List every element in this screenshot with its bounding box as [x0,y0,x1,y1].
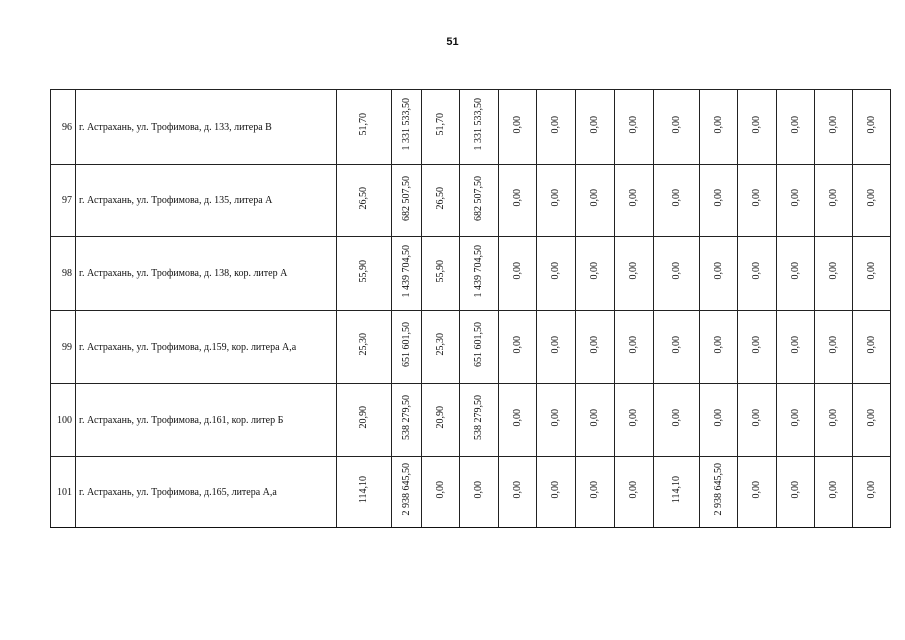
value-cell [422,311,460,384]
value-text: 0,00 [827,262,839,280]
value-text: 0,00 [550,480,561,499]
value-text: 114,10 [670,475,682,504]
value-cell [700,311,738,384]
value-cell [576,384,615,457]
value-text: 0,00 [511,408,523,427]
value-text: 0,00 [550,408,561,427]
value-text: 0,00 [827,480,839,499]
value-cell [700,90,738,165]
value-text: 0,00 [511,335,523,354]
value-cell [700,237,738,311]
value-text: 0,00 [589,408,600,427]
value-cell [337,165,392,237]
value-text: 1 439 704,50 [473,244,484,298]
value-text: 0,00 [789,262,801,280]
value-text: 20,90 [434,406,446,429]
value-cell [460,311,499,384]
value-cell [460,384,499,457]
value-cell [654,311,700,384]
value-text: 0,00 [511,262,523,280]
data-table [50,89,891,528]
value-text: 0,00 [589,115,600,134]
value-cell [392,311,422,384]
value-cell [815,90,853,165]
row-number: 100 [51,384,76,457]
value-text: 0,00 [628,335,639,354]
value-cell [815,311,853,384]
value-cell [537,237,576,311]
value-text: 0,00 [670,262,682,280]
value-text: 0,00 [511,115,523,134]
value-cell [499,237,537,311]
value-text: 0,00 [628,189,639,207]
value-cell [700,457,738,528]
value-text: 0,00 [628,480,639,499]
address-cell: г. Астрахань, ул. Трофимова, д. 133, литера В [76,90,337,165]
value-text: 0,00 [789,408,801,427]
value-cell [700,165,738,237]
value-cell [392,384,422,457]
table-row [51,90,891,165]
value-text: 0,00 [670,115,682,134]
value-text: 55,90 [434,259,446,283]
address-cell: г. Астрахань, ул. Трофимова, д.159, кор. литера А,а [76,311,337,384]
value-cell [853,90,891,165]
value-cell [576,457,615,528]
value-text: 25,30 [358,333,369,356]
value-cell [738,384,777,457]
table-row [51,311,891,384]
address-cell: г. Астрахань, ул. Трофимова, д.165, литера А,а [76,457,337,528]
value-text: 0,00 [670,408,682,427]
value-cell [576,90,615,165]
value-cell [815,384,853,457]
value-cell [654,165,700,237]
value-text: 0,00 [865,408,877,427]
value-cell [576,165,615,237]
value-text: 0,00 [751,115,762,134]
value-text: 0,00 [670,335,682,354]
value-cell [422,237,460,311]
value-cell [853,237,891,311]
value-text: 0,00 [865,115,877,134]
row-number: 101 [51,457,76,528]
value-cell [337,457,392,528]
value-cell [738,90,777,165]
value-cell [815,457,853,528]
value-text: 538 279,50 [473,395,484,440]
value-cell [537,90,576,165]
value-cell [422,457,460,528]
value-text: 0,00 [789,115,801,134]
value-text: 0,00 [827,115,839,134]
value-cell [537,311,576,384]
value-cell [460,457,499,528]
value-cell [460,90,499,165]
row-number: 96 [51,90,76,165]
value-cell [815,165,853,237]
value-cell [537,457,576,528]
value-cell [337,90,392,165]
value-text: 0,00 [589,262,600,280]
value-text: 0,00 [712,335,724,354]
value-cell [700,384,738,457]
value-cell [499,384,537,457]
value-cell [576,237,615,311]
value-text: 0,00 [865,189,877,207]
value-text: 2 938 645,50 [400,463,412,516]
value-cell [654,457,700,528]
value-cell [615,457,654,528]
value-cell [738,457,777,528]
value-text: 51,70 [434,113,446,136]
value-text: 0,00 [865,262,877,280]
value-cell [537,384,576,457]
value-cell [392,165,422,237]
value-text: 25,30 [434,333,446,356]
value-text: 538 279,50 [400,395,412,440]
value-text: 0,00 [827,335,839,354]
value-cell [615,384,654,457]
value-cell [853,457,891,528]
value-text: 0,00 [751,480,762,499]
value-cell [615,311,654,384]
value-text: 0,00 [751,335,762,354]
value-text: 651 601,50 [400,322,412,367]
value-cell [654,90,700,165]
table-row [51,384,891,457]
value-text: 0,00 [751,189,762,207]
value-cell [337,311,392,384]
table-row [51,457,891,528]
value-text: 0,00 [827,408,839,427]
row-number: 98 [51,237,76,311]
value-cell [777,165,815,237]
value-text: 0,00 [589,480,600,499]
value-cell [460,237,499,311]
value-text: 0,00 [589,189,600,207]
value-text: 20,90 [358,406,369,429]
value-cell [738,311,777,384]
value-cell [392,457,422,528]
address-cell: г. Астрахань, ул. Трофимова, д. 138, кор. литер А [76,237,337,311]
value-text: 0,00 [751,262,762,280]
value-text: 682 507,50 [473,175,484,221]
value-cell [499,457,537,528]
address-cell: г. Астрахань, ул. Трофимова, д.161, кор. литер Б [76,384,337,457]
value-cell [422,90,460,165]
value-cell [654,384,700,457]
value-text: 0,00 [550,262,561,280]
value-text: 0,00 [712,189,724,207]
value-text: 0,00 [712,408,724,427]
value-cell [392,237,422,311]
value-cell [853,384,891,457]
value-text: 1 439 704,50 [400,244,412,298]
value-cell [499,90,537,165]
value-cell [422,165,460,237]
value-cell [738,237,777,311]
value-text: 0,00 [789,189,801,207]
value-cell [815,237,853,311]
address-cell: г. Астрахань, ул. Трофимова, д. 135, литера А [76,165,337,237]
value-cell [615,237,654,311]
table-row [51,237,891,311]
value-cell [337,384,392,457]
value-cell [499,311,537,384]
value-text: 0,00 [550,115,561,134]
value-cell [777,90,815,165]
value-text: 51,70 [358,113,369,136]
value-text: 0,00 [550,189,561,207]
value-cell [392,90,422,165]
value-text: 0,00 [511,189,523,207]
value-text: 0,00 [865,480,877,499]
value-text: 55,90 [358,259,369,283]
value-text: 0,00 [628,408,639,427]
value-text: 651 601,50 [473,322,484,367]
value-text: 2 938 645,50 [712,463,724,516]
value-cell [853,165,891,237]
value-text: 0,00 [473,480,484,499]
value-cell [615,90,654,165]
value-cell [537,165,576,237]
value-cell [337,237,392,311]
value-cell [422,384,460,457]
value-text: 1 331 533,50 [400,98,412,151]
value-text: 0,00 [865,335,877,354]
value-text: 0,00 [670,189,682,207]
value-text: 0,00 [628,115,639,134]
value-cell [738,165,777,237]
value-text: 0,00 [789,335,801,354]
value-text: 0,00 [789,480,801,499]
value-cell [853,311,891,384]
value-text: 0,00 [827,189,839,207]
page-number: 51 [446,36,459,48]
row-number: 97 [51,165,76,237]
value-cell [460,165,499,237]
value-text: 0,00 [511,480,523,499]
value-cell [777,384,815,457]
value-text: 682 507,50 [400,175,412,221]
value-text: 0,00 [751,408,762,427]
value-text: 0,00 [712,262,724,280]
table-row [51,165,891,237]
value-cell [654,237,700,311]
value-cell [777,311,815,384]
value-text: 114,10 [358,475,369,504]
row-number: 99 [51,311,76,384]
value-text: 26,50 [358,186,369,210]
value-text: 0,00 [589,335,600,354]
value-text: 1 331 533,50 [473,98,484,151]
value-cell [576,311,615,384]
value-cell [615,165,654,237]
value-cell [777,237,815,311]
value-text: 0,00 [434,480,446,499]
value-cell [777,457,815,528]
value-cell [499,165,537,237]
value-text: 0,00 [550,335,561,354]
value-text: 26,50 [434,186,446,210]
value-text: 0,00 [712,115,724,134]
value-text: 0,00 [628,262,639,280]
